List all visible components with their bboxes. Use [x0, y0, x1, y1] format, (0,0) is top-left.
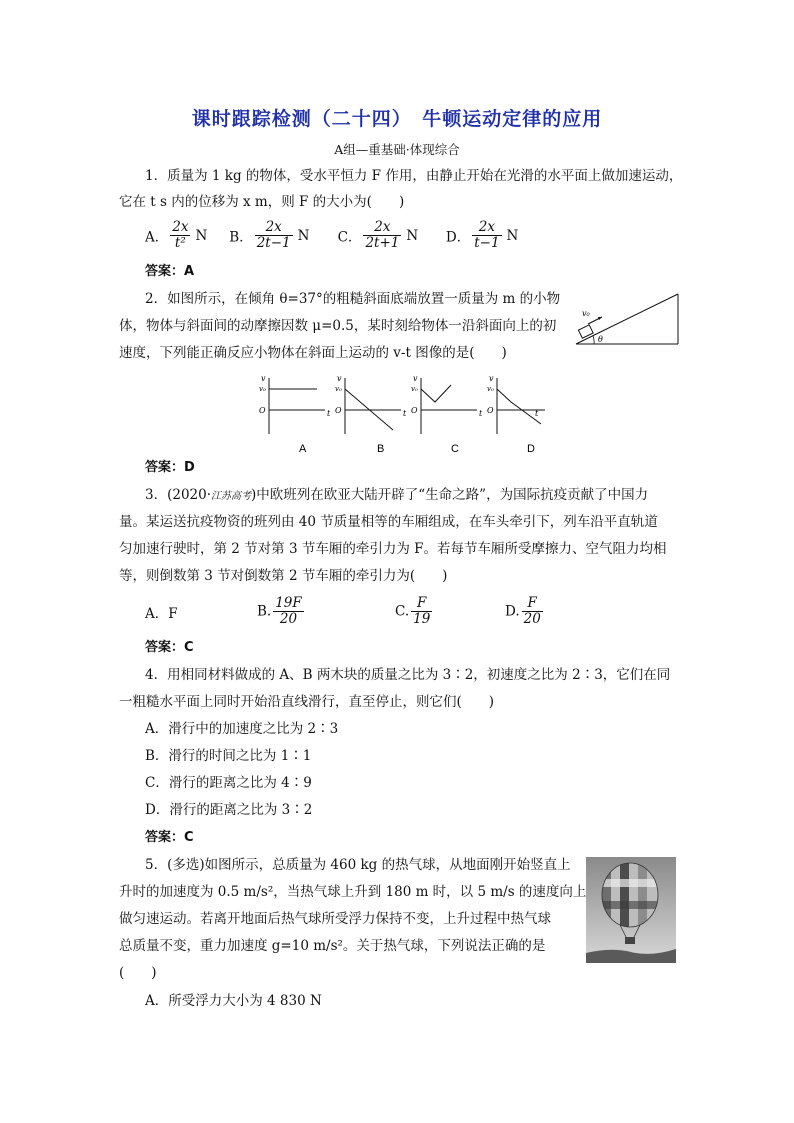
- incline-figure: [574, 292, 684, 352]
- q5-line2: 升时的加速度为 0.5 m/s²，当热气球上升到 180 m 时，以 5 m/s 的速度向上: [119, 884, 587, 900]
- incline-v0-label: v₀: [582, 309, 590, 318]
- q4-option-d: D．滑行的距离之比为 3∶2: [145, 802, 313, 818]
- option-label: A．: [145, 229, 169, 246]
- q2-line1: 2．如图所示，在倾角 θ=37°的粗糙斜面底端放置一质量为 m 的小物: [145, 291, 561, 307]
- v0-label: v₀: [487, 385, 494, 393]
- t-label: t: [327, 409, 331, 418]
- v0-label: v₀: [411, 385, 418, 393]
- fraction-numerator: 19F: [275, 595, 302, 611]
- vt-graphs: [255, 372, 545, 456]
- option-label: C．: [337, 229, 362, 246]
- q4-answer: 答案：C: [145, 830, 194, 845]
- fraction-denominator: 2t−1: [256, 235, 291, 251]
- graph-caption-b: B: [377, 443, 385, 455]
- fraction-numerator: F: [411, 596, 432, 612]
- q3-line2: 量。某运送抗疫物资的班列由 40 节质量相等的车厢组成，在车头牵引下，列车沿平直轨道: [119, 514, 658, 530]
- unit: N: [195, 227, 208, 244]
- incline-slope: [576, 294, 678, 344]
- q3-line3: 匀加速行驶时，第 2 节对第 3 节车厢的牵引力为 F。若每节车厢所受摩擦力、空气阻力均相: [119, 541, 667, 557]
- v-label: v: [337, 374, 342, 383]
- q1-option-d: [446, 220, 536, 251]
- q4-option-b: B．滑行的时间之比为 1∶1: [145, 748, 312, 764]
- option-label: C.: [395, 603, 410, 620]
- q5-line1: 5．(多选)如图所示，总质量为 460 kg 的热气球，从地面刚开始竖直上: [145, 857, 571, 873]
- q3-line1-text: )中欧班列在欧亚大陆开辟了“生命之路”，为国际抗疫贡献了中国力: [251, 487, 649, 503]
- q2-line3: 速度，下列能正确反应小物体在斜面上运动的 v-t 图像的是( ): [119, 345, 507, 361]
- section-subtitle: A组—重基础·体现综合: [334, 142, 460, 157]
- fraction-denominator: t²: [174, 235, 186, 251]
- q3-line4: 等，则倒数第 3 节对倒数第 2 节车厢的牵引力为( ): [119, 568, 448, 584]
- fraction-numerator: 2x: [255, 220, 293, 236]
- q1-option-a: [145, 220, 225, 251]
- graph-c: [411, 374, 483, 434]
- q5-line4: 总质量不变，重力加速度 g=10 m/s²。关于热气球，下列说法正确的是: [119, 938, 546, 954]
- graph-line: [497, 389, 541, 424]
- fraction-numerator: 2x: [172, 219, 189, 235]
- q5-line3: 做匀速运动。若离开地面后热气球所受浮力保持不变，上升过程中热气球: [119, 911, 551, 927]
- fraction-numerator: 2x: [472, 220, 501, 236]
- t-label: t: [535, 409, 539, 418]
- v0-label: v₀: [259, 385, 266, 393]
- q3-line1: [145, 487, 648, 505]
- q3-number: 3．(2020·: [145, 487, 212, 503]
- option-label: B．: [229, 229, 253, 246]
- q3-options: [145, 596, 565, 627]
- incline-theta-label: θ: [598, 335, 603, 344]
- fraction-denominator: t−1: [474, 235, 500, 251]
- option-label: D.: [505, 603, 520, 620]
- graph-a: [259, 374, 331, 434]
- unit: N: [506, 227, 519, 244]
- v-label: v: [261, 374, 266, 383]
- q3-option-a: [145, 602, 257, 622]
- v-label: v: [489, 374, 494, 383]
- q4-line1: 4．用相同材料做成的 A、B 两木块的质量之比为 3∶2，初速度之比为 2∶3，它们在同: [145, 667, 671, 683]
- graph-line: [421, 385, 451, 402]
- q3-option-c: [395, 596, 505, 627]
- option-label: D．: [445, 229, 471, 246]
- fraction-denominator: 20: [523, 611, 541, 627]
- origin-label: O: [259, 406, 266, 415]
- fraction-denominator: 2t+1: [365, 235, 400, 251]
- v0-label: v₀: [335, 385, 342, 393]
- option-label: B.: [257, 603, 272, 620]
- origin-label: O: [487, 406, 494, 415]
- page-title: 课时跟踪检测（二十四） 牛顿运动定律的应用: [191, 108, 603, 130]
- graph-caption-c: C: [451, 443, 459, 455]
- q4-line2: 一粗糙水平面上同时开始沿直线滑行，直至停止，则它们( ): [119, 694, 495, 710]
- fraction-denominator: 20: [279, 611, 298, 627]
- origin-label: O: [335, 406, 342, 415]
- graph-caption-a: A: [299, 443, 307, 455]
- q1-answer: 答案：A: [145, 264, 195, 279]
- q1-option-b: [229, 220, 333, 251]
- balloon-basket: [625, 937, 635, 944]
- t-label: t: [403, 409, 407, 418]
- q3-option-b: [257, 596, 395, 627]
- fraction-denominator: 19: [413, 611, 431, 627]
- graph-caption-d: D: [527, 443, 535, 455]
- q5-line5: ( ): [119, 965, 157, 981]
- q3-source: 江苏高考: [211, 491, 252, 502]
- q1-line1: 1．质量为 1 kg 的物体，受水平恒力 F 作用，由静止开始在光滑的水平面上做加速运动，: [145, 168, 683, 184]
- fraction-numerator: F: [522, 596, 543, 612]
- graph-b: [335, 374, 407, 434]
- q1-line2: 它在 t s 内的位移为 x m，则 F 的大小为( ): [119, 194, 405, 210]
- option-label: A．F: [145, 605, 178, 622]
- q3-option-d: [505, 596, 545, 627]
- q2-line2: 体，物体与斜面间的动摩擦因数 μ=0.5，某时刻给物体一沿斜面向上的初: [119, 318, 557, 334]
- unit: N: [406, 227, 419, 244]
- q2-answer: 答案：D: [145, 460, 195, 475]
- unit: N: [297, 227, 310, 244]
- t-label: t: [479, 409, 483, 418]
- velocity-arrowhead: [598, 317, 602, 320]
- q4-option-a: A．滑行中的加速度之比为 2∶3: [145, 721, 339, 737]
- q1-option-c: [338, 220, 442, 251]
- q1-options: [145, 220, 536, 251]
- fraction-numerator: 2x: [363, 220, 401, 236]
- q5-option-a: A．所受浮力大小为 4 830 N: [145, 993, 322, 1009]
- q3-answer: 答案：C: [145, 640, 194, 655]
- graph-d: [487, 374, 545, 434]
- angle-arc: [593, 336, 594, 344]
- origin-label: O: [411, 406, 418, 415]
- q4-option-c: C．滑行的距离之比为 4∶9: [145, 775, 312, 791]
- v-label: v: [413, 374, 418, 383]
- hot-air-balloon-photo: [586, 857, 676, 963]
